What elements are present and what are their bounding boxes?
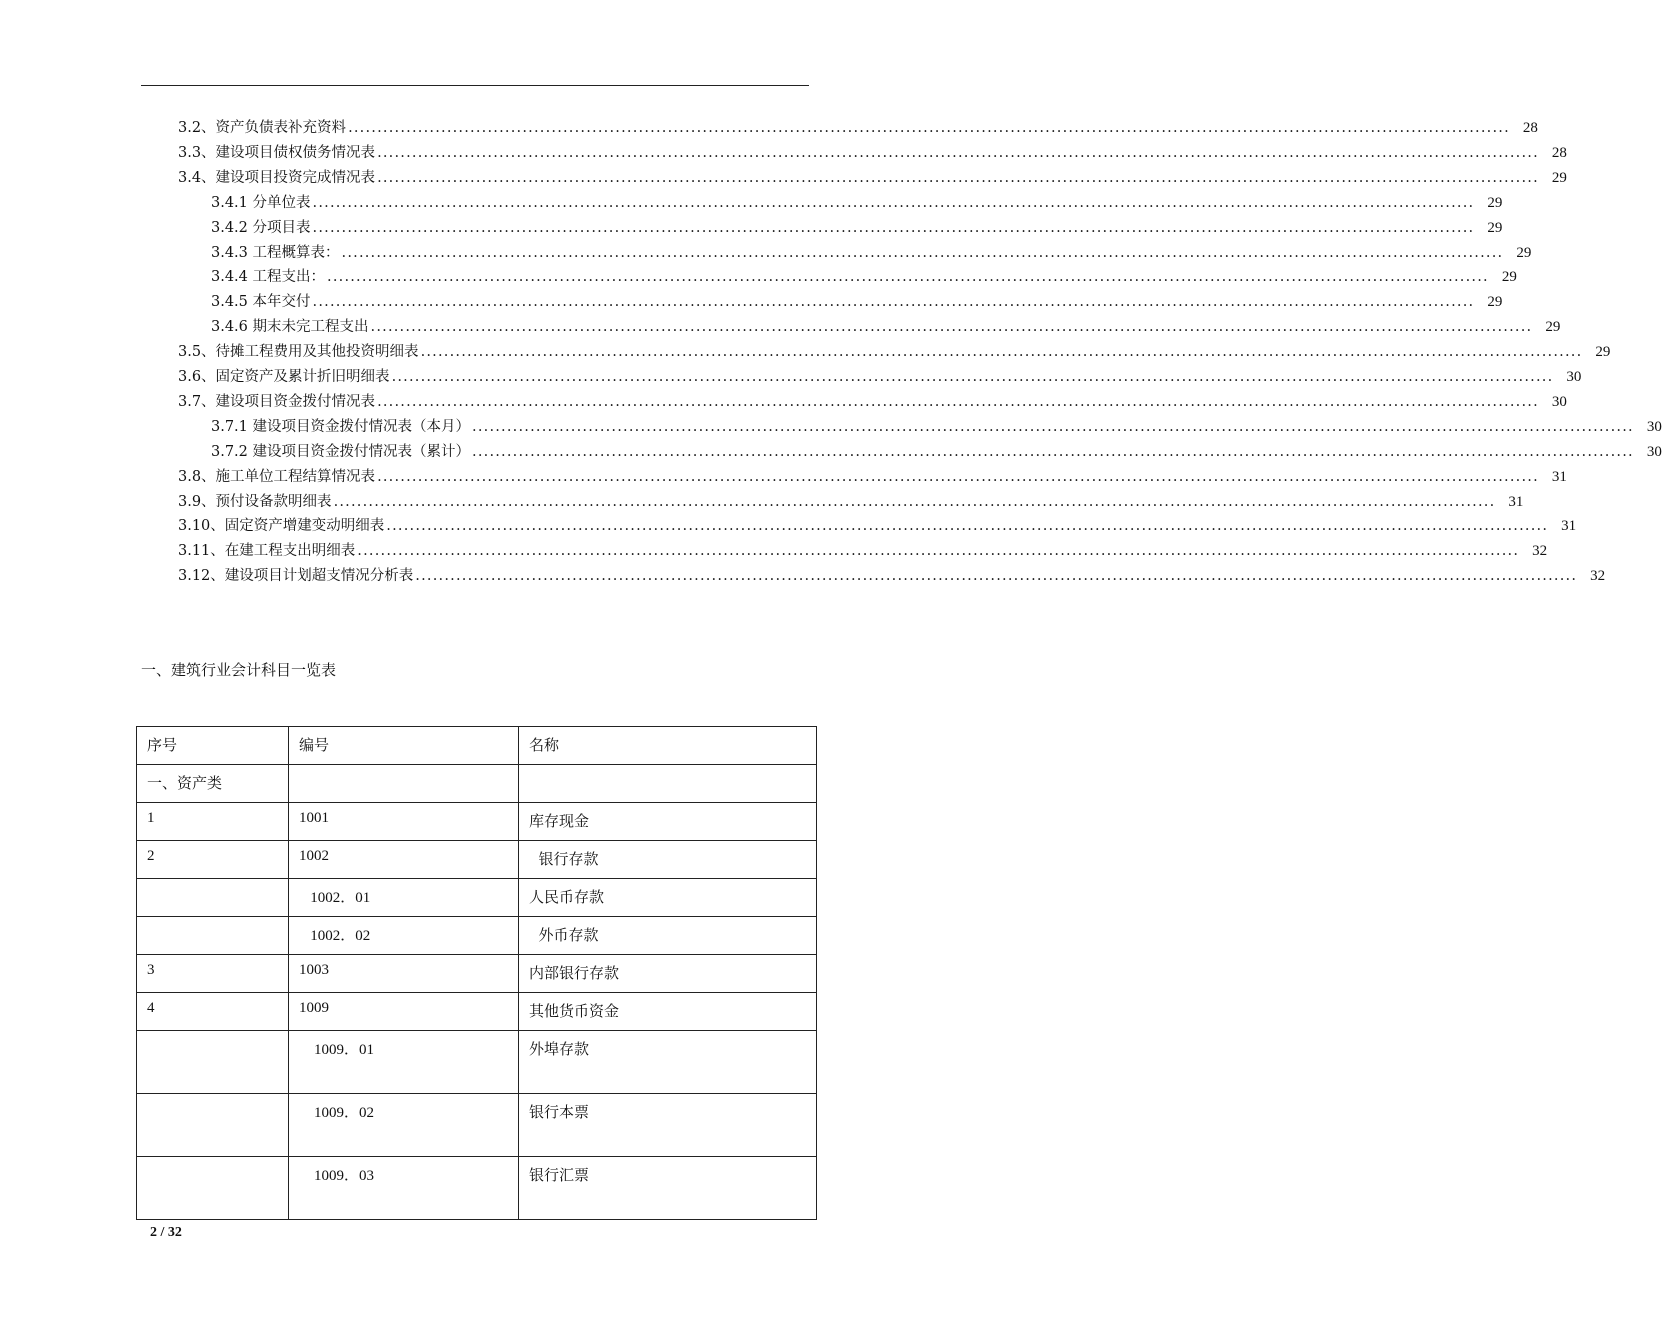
section-title: 一、建筑行业会计科目一览表 xyxy=(141,661,337,679)
cell-name: 银行存款 xyxy=(519,841,817,879)
toc-entry-label: 3.7.2 建设项目资金拨付情况表（累计） xyxy=(211,443,471,460)
toc-entry[interactable] xyxy=(211,266,1517,288)
toc-entry[interactable] xyxy=(211,217,1503,239)
header-rule xyxy=(141,85,809,86)
cell-code: 1001 xyxy=(289,803,519,841)
toc-entry-label: 3.4.4 工程支出： xyxy=(211,269,326,286)
toc-entry-page: 29 xyxy=(1545,319,1561,336)
cell-name: 银行汇票 xyxy=(519,1157,817,1220)
toc-entry-label: 3.6、固定资产及累计折旧明细表 xyxy=(178,369,390,385)
cell-name: 外埠存款 xyxy=(519,1031,817,1094)
toc-entry-label: 3.8、施工单位工程结算情况表 xyxy=(178,468,376,485)
toc-entry-page: 31 xyxy=(1508,493,1524,510)
cell-seq xyxy=(137,1157,289,1220)
toc-entry-page: 32 xyxy=(1532,543,1548,560)
toc-entry-page: 32 xyxy=(1590,568,1606,585)
toc-entry[interactable] xyxy=(178,142,1567,164)
cell-seq: 3 xyxy=(137,955,289,993)
toc-entry[interactable] xyxy=(211,316,1561,338)
cell-code: 1002 xyxy=(289,841,519,879)
toc-entry-page: 29 xyxy=(1501,269,1517,286)
toc-entry-label: 3.10、固定资产增建变动明细表 xyxy=(178,518,385,535)
cell-name: 其他货币资金 xyxy=(519,993,817,1031)
cell-name: 人民币存款 xyxy=(519,879,817,917)
toc-entry-label: 3.3、建设项目债权债务情况表 xyxy=(178,144,376,161)
toc-entry-page: 29 xyxy=(1516,244,1532,261)
cell-name: 银行本票 xyxy=(519,1094,817,1157)
header-code: 编号 xyxy=(289,727,519,765)
header-seq: 序号 xyxy=(137,727,289,765)
toc-leader-dots: ........................................................................................................................................................................................................ xyxy=(357,543,1520,560)
toc-leader-dots: ........................................................................................................................................................................................................ xyxy=(377,169,1539,186)
table-row xyxy=(137,1094,817,1157)
table-row xyxy=(137,955,817,993)
cell-name: 库存现金 xyxy=(519,803,817,841)
toc-leader-dots: ........................................................................................................................................................................................................ xyxy=(391,369,1554,385)
toc-leader-dots: ........................................................................................................................................................................................................ xyxy=(377,468,1539,485)
toc-entry-page: 29 xyxy=(1487,194,1503,211)
cell-seq: 4 xyxy=(137,993,289,1031)
toc-entry-label: 3.11、在建工程支出明细表 xyxy=(178,543,356,560)
toc-entry-label: 3.7.1 建设项目资金拨付情况表（本月） xyxy=(211,418,471,435)
toc-entry-page: 31 xyxy=(1551,468,1567,485)
cell-code: 1002．01 xyxy=(289,879,519,917)
cell-name: 外币存款 xyxy=(519,917,817,955)
toc-entry[interactable] xyxy=(178,391,1567,413)
toc-entry-page: 30 xyxy=(1646,418,1662,435)
toc-leader-dots: ........................................................................................................................................................................................................ xyxy=(472,443,1634,460)
table-row xyxy=(137,841,817,879)
cell-name xyxy=(519,765,817,803)
toc-leader-dots: ........................................................................................................................................................................................................ xyxy=(333,493,1496,510)
toc-entry[interactable] xyxy=(211,291,1503,313)
toc-leader-dots: ........................................................................................................................................................................................................ xyxy=(472,418,1634,435)
toc-entry[interactable] xyxy=(178,117,1538,139)
cell-code: 1009．02 xyxy=(289,1094,519,1157)
toc-leader-dots: ........................................................................................................................................................................................................ xyxy=(377,144,1539,161)
toc-entry-page: 29 xyxy=(1551,169,1567,186)
toc-entry[interactable] xyxy=(211,416,1662,438)
toc-leader-dots: ........................................................................................................................................................................................................ xyxy=(341,244,1504,261)
toc-entry-page: 30 xyxy=(1566,369,1582,385)
toc-entry[interactable] xyxy=(178,466,1567,488)
toc-leader-dots: ........................................................................................................................................................................................................ xyxy=(312,294,1475,311)
toc-leader-dots: ........................................................................................................................................................................................................ xyxy=(370,319,1533,336)
toc-entry-page: 29 xyxy=(1595,344,1611,361)
toc-entry[interactable] xyxy=(178,341,1611,363)
cell-seq xyxy=(137,917,289,955)
toc-entry-label: 3.4.1 分单位表 xyxy=(211,194,311,211)
cell-seq: 1 xyxy=(137,803,289,841)
cell-code: 1009 xyxy=(289,993,519,1031)
toc-entry-label: 3.4、建设项目投资完成情况表 xyxy=(178,169,376,186)
page-number: 2 / 32 xyxy=(150,1225,182,1240)
toc-entry[interactable] xyxy=(211,192,1503,214)
toc-entry[interactable] xyxy=(178,515,1577,537)
table-row xyxy=(137,1031,817,1094)
toc-entry-label: 3.4.5 本年交付 xyxy=(211,294,311,311)
toc-entry-label: 3.12、建设项目计划超支情况分析表 xyxy=(178,568,414,585)
toc-entry-label: 3.2、资产负债表补充资料 xyxy=(178,120,347,136)
toc-entry-page: 30 xyxy=(1551,393,1567,410)
toc-entry-page: 31 xyxy=(1561,518,1577,535)
toc-leader-dots: ........................................................................................................................................................................................................ xyxy=(312,219,1475,236)
header-name: 名称 xyxy=(519,727,817,765)
cell-seq: 一、资产类 xyxy=(137,765,289,803)
table-row xyxy=(137,917,817,955)
cell-code xyxy=(289,765,519,803)
toc-entry-label: 3.7、建设项目资金拨付情况表 xyxy=(178,393,376,410)
toc-leader-dots: ........................................................................................................................................................................................................ xyxy=(377,393,1539,410)
toc-leader-dots: ........................................................................................................................................................................................................ xyxy=(420,344,1583,361)
cell-name: 内部银行存款 xyxy=(519,955,817,993)
toc-leader-dots: ........................................................................................................................................................................................................ xyxy=(348,120,1510,136)
toc-entry[interactable] xyxy=(178,565,1606,587)
cell-seq: 2 xyxy=(137,841,289,879)
toc-entry[interactable] xyxy=(178,366,1582,388)
toc-entry-label: 3.4.3 工程概算表： xyxy=(211,244,340,261)
toc-leader-dots: ........................................................................................................................................................................................................ xyxy=(386,518,1549,535)
cell-seq xyxy=(137,1031,289,1094)
toc-leader-dots: ........................................................................................................................................................................................................ xyxy=(312,194,1475,211)
table-row xyxy=(137,765,817,803)
toc-entry[interactable] xyxy=(211,441,1662,463)
cell-code: 1002．02 xyxy=(289,917,519,955)
toc-leader-dots: ........................................................................................................................................................................................................ xyxy=(327,269,1489,286)
toc-entry-label: 3.9、预付设备款明细表 xyxy=(178,493,332,510)
toc-entry-label: 3.4.6 期末未完工程支出 xyxy=(211,319,369,336)
cell-code: 1009．01 xyxy=(289,1031,519,1094)
table-row xyxy=(137,993,817,1031)
cell-code: 1009．03 xyxy=(289,1157,519,1220)
table-row xyxy=(137,879,817,917)
toc-entry[interactable] xyxy=(178,540,1548,562)
cell-seq xyxy=(137,879,289,917)
toc-entry-page: 29 xyxy=(1487,294,1503,311)
cell-seq xyxy=(137,1094,289,1157)
toc-entry-page: 29 xyxy=(1487,219,1503,236)
cell-code: 1003 xyxy=(289,955,519,993)
toc-entry-label: 3.4.2 分项目表 xyxy=(211,219,311,236)
table-row xyxy=(137,803,817,841)
toc-entry[interactable] xyxy=(178,491,1524,513)
toc-entry-label: 3.5、待摊工程费用及其他投资明细表 xyxy=(178,344,419,361)
toc-entry[interactable] xyxy=(211,242,1532,264)
table-header-row xyxy=(137,727,817,765)
toc-entry-page: 30 xyxy=(1646,443,1662,460)
accounts-table xyxy=(136,726,817,1220)
toc-entry[interactable] xyxy=(178,167,1567,189)
toc-entry-page: 28 xyxy=(1551,144,1567,161)
toc-leader-dots: ........................................................................................................................................................................................................ xyxy=(415,568,1578,585)
toc-entry-page: 28 xyxy=(1522,120,1538,136)
table-row xyxy=(137,1157,817,1220)
